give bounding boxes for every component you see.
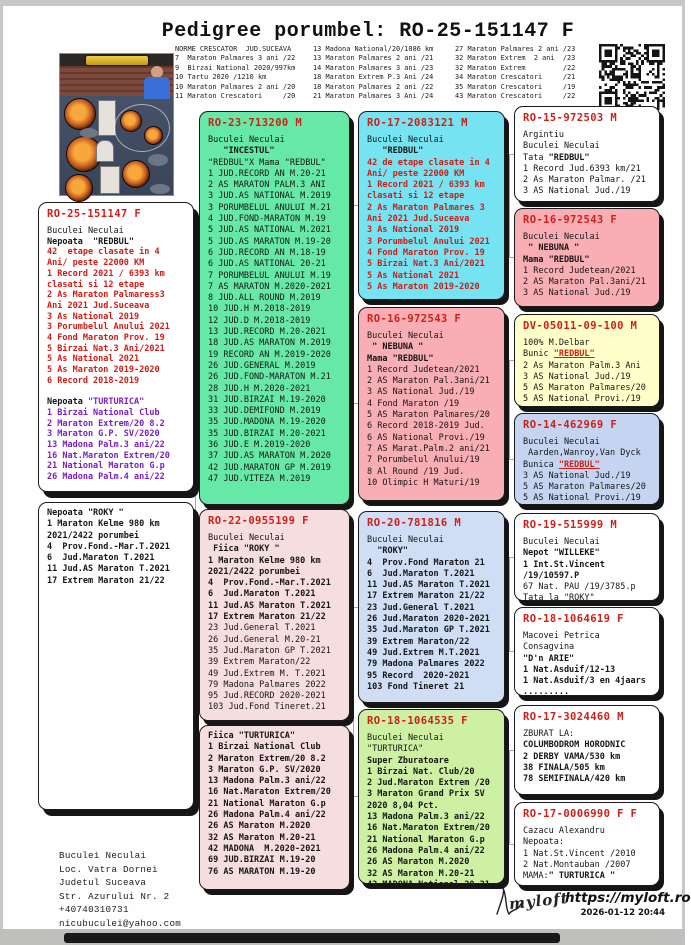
pedigree-line: 26 Jud.Maraton 2020-2021 xyxy=(367,614,490,625)
text-line: 35 Maraton Crescatori /19 xyxy=(455,82,576,91)
page-bottom-bar xyxy=(64,933,560,943)
pedigree-line: 16 Nat.Maraton Extrem/20 xyxy=(367,823,490,834)
pedigree-line: 1 Record Judetean/2021 xyxy=(367,364,480,375)
pedigree-line: Aarden,Wanroy,Van Dyck xyxy=(523,448,641,459)
pedigree-line: 26 AS Maraton M.2020 xyxy=(208,821,311,832)
pedigree-line: Buculei Neculai xyxy=(523,232,600,242)
pedigree-line: 5 Birzai Nat.3 Ani/2021 xyxy=(47,343,165,354)
connector-line xyxy=(509,557,510,652)
pedigree-line: 18 JUD.AS MARATON M.2019 xyxy=(208,338,331,349)
pedigree-line: /19/10597.P xyxy=(523,570,580,581)
pedigree-box-dam-notes xyxy=(199,725,350,890)
text-line: 13 Madona National/20/1086 km xyxy=(313,45,434,53)
pedigree-line: 26 Madona Palm.4 ani/22 xyxy=(47,472,165,483)
pedigree-line: 5 As Maraton 2019-2020 xyxy=(367,281,480,292)
connector-line xyxy=(509,154,510,258)
pedigree-line: 3 AS National Jud./19 xyxy=(523,470,631,481)
pedigree-line: "REDBUL" xyxy=(367,146,424,157)
myloft-url[interactable]: https://myloft.ro xyxy=(565,890,691,906)
pedigree-line: "D'n ARIE" xyxy=(523,653,575,664)
pedigree-line: Bunica "REDBUL" xyxy=(523,459,600,470)
pedigree-line: 35 Jud.Maraton GP T.2021 xyxy=(208,645,331,656)
pedigree-line: 26 Madona Palm.4 ani/22 xyxy=(208,810,326,821)
pedigree-line xyxy=(47,387,188,398)
pedigree-line: Buculei Neculai xyxy=(523,437,600,447)
pedigree-line: 1 Birzai National Club xyxy=(47,407,160,418)
pedigree-line: "ROKY" xyxy=(367,546,408,557)
pedigree-line: 4 Prov.Fond.-Mar.T.2021 xyxy=(47,541,170,552)
pedigree-line: 19 RECORD AN M.2019-2020 xyxy=(208,349,331,360)
pedigree-line: 39 Extrem Maraton/22 xyxy=(367,636,470,647)
pedigree-line: Buculei Neculai xyxy=(47,226,124,236)
myloft-logo: myloft xyxy=(508,888,570,914)
connector-line xyxy=(195,306,196,614)
pedigree-line: 1 Record 2021 / 6393 km xyxy=(367,180,485,191)
ring-number: RO-17-0006990 F F xyxy=(523,808,638,820)
pedigree-line: "TURTURICA" xyxy=(367,744,424,755)
pedigree-box-granddam-paternal xyxy=(358,307,505,501)
pedigree-box-grandsire-maternal xyxy=(358,511,505,703)
pedigree-line: 2020 8,04 Pct. xyxy=(367,800,439,811)
text-line: 18 Maraton Extrem P.3 Ani /24 xyxy=(313,73,434,82)
pedigree-line: MAMA:" TURTURICA " xyxy=(523,871,616,882)
pedigree-line: 3 AS National Jud./19 xyxy=(523,371,631,382)
pedigree-line: 3 PORUMBELUL ANULUI M.21 xyxy=(208,202,331,213)
pedigree-line: 103 Fond Tineret 21 xyxy=(367,681,465,692)
pedigree-line: COLUMBODROM HORODNIC xyxy=(523,740,626,751)
pedigree-line: 6 Jud.Maraton T.2021 xyxy=(208,589,316,600)
text-line: Str. Azurului Nr. 2 xyxy=(59,890,170,902)
pedigree-line: 6 Record 2018-2019 xyxy=(47,375,140,386)
pedigree-line: 1 Nat.Asduif/3 en 4jaars xyxy=(523,676,646,687)
ring-number: RO-20-781816 M xyxy=(367,517,462,529)
pedigree-line: 16 Nat.Maraton Extrem/20 xyxy=(208,787,331,798)
pedigree-line: 26 JUD.GENERAL M.2019 xyxy=(208,360,316,371)
pedigree-line: Ani 2021 Jud.Suceava xyxy=(367,214,470,225)
pedigree-line: 79 Madona Palmares 2022 xyxy=(208,679,326,690)
text-line: nicubuculei@yahoo.com xyxy=(59,917,182,929)
ring-number: RO-23-713200 M xyxy=(208,117,303,129)
pedigree-line: "REDBUL"X Mama "REDBUL" xyxy=(208,157,326,168)
text-line: +40740310731 xyxy=(59,904,129,916)
pedigree-line: 23 Jud.General T.2021 xyxy=(367,602,475,613)
pedigree-box-greatgrand-7 xyxy=(514,705,660,795)
text-line: 32 Maraton Extrem /22 xyxy=(455,63,576,72)
pedigree-line: 3 AS National Jud./19 xyxy=(523,288,631,299)
pedigree-line: 35 JUD.MADONA M.19-2020 xyxy=(208,417,326,428)
pedigree-line: 17 Extrem Maraton 21/22 xyxy=(367,591,485,602)
pedigree-line: 3 Porumbelul Anului 2021 xyxy=(47,322,170,333)
page xyxy=(3,6,691,929)
text-line: 13 Maraton Palmares 2 ani /21 xyxy=(313,54,434,63)
connector-line xyxy=(509,360,510,460)
pedigree-line: 3 As National 2019 xyxy=(47,311,140,322)
ring-number: RO-18-1064535 F xyxy=(367,715,468,727)
pedigree-line: 5 Birzai Nat.3 Ani/2021 xyxy=(367,259,485,270)
pedigree-line: 6 JUD.RECORD AN M.18-19 xyxy=(208,247,326,258)
pedigree-line: ZBURAT LA: xyxy=(523,729,575,739)
pedigree-line: 6 Record 2018-2019 Jud. xyxy=(367,421,485,432)
connector-line xyxy=(505,404,509,405)
pedigree-line: 1 Nat.Asduif/12-13 xyxy=(523,664,616,675)
pedigree-line: 13 JUD.RECORD M.20-2021 xyxy=(208,327,326,338)
pedigree-line: clasati si 12 etape xyxy=(367,191,465,202)
text-line: 32 Maraton Extrem 2 ani /23 xyxy=(455,54,576,63)
pedigree-line: 10 JUD.H M.2018-2019 xyxy=(208,304,311,315)
pedigree-line: Buculei Neculai xyxy=(367,135,444,145)
pedigree-line: 2 AS Maraton Pal.3ani/21 xyxy=(367,376,490,387)
pigeon-eye-photo xyxy=(120,110,142,132)
page-title: Pedigree porumbel: RO-25-151147 F xyxy=(161,20,575,43)
pedigree-line: 16 Nat.Maraton Extrem/20 xyxy=(47,450,170,461)
pedigree-line: 2 Jud.Maraton Extrem /20 xyxy=(367,778,490,789)
text-line: 34 Maraton Crescatori /21 xyxy=(455,73,576,82)
pedigree-line: 2 DERBY VAMA/530 km xyxy=(523,751,621,762)
pedigree-line: 31 JUD.BIRZAI M.19-2020 xyxy=(208,394,326,405)
connector-line xyxy=(505,796,509,797)
pedigree-line: Buculei Neculai xyxy=(208,135,285,145)
pedigree-line: 95 Record 2020-2021 xyxy=(367,670,470,681)
pedigree-line: 8 JUD.ALL ROUND M.2019 xyxy=(208,293,321,304)
pedigree-line: Ani 2021 Jud.Suceava xyxy=(47,300,150,311)
pedigree-line: 2 As Maraton Palmares 3 xyxy=(367,202,485,213)
text-line: 21 Maraton Palmares 3 Ani /24 xyxy=(313,92,434,101)
stats-column-1 xyxy=(175,45,313,101)
ring-number: RO-14-462969 F xyxy=(523,419,618,431)
connector-line xyxy=(350,296,354,297)
pedigree-line: 42 MADONA M.2020-2021 xyxy=(208,843,321,854)
pedigree-line: 79 Madona Palmares 2022 xyxy=(367,659,485,670)
pedigree-line: 5 As National 2021 xyxy=(47,354,140,365)
pedigree-line: Ani/ peste 22000 KM xyxy=(47,258,145,269)
pedigree-line: 1 Record Judetean/2021 xyxy=(523,265,636,276)
pedigree-box-dam xyxy=(199,509,350,721)
pedigree-line: 23 Jud.General T.2021 xyxy=(208,623,316,634)
pedigree-line: 1 Nat.St.Vincent /2010 xyxy=(523,848,636,859)
pedigree-line: 36 JUD.E M.2019-2020 xyxy=(208,440,311,451)
pedigree-line: 13 Madona Palm.3 ani/22 xyxy=(208,776,326,787)
pedigree-line: 10 Olimpic H Maturi/19 xyxy=(367,477,480,488)
text-line: 10 Tartu 2020 /1210 km xyxy=(175,73,267,82)
pedigree-line: Nepoata: xyxy=(523,837,564,848)
text-line: 18 Maraton Palmares 2 ani /22 xyxy=(313,82,434,91)
pigeon-photo xyxy=(148,154,168,166)
pedigree-line: 2 Maraton Extrem/20 8.2 xyxy=(208,753,326,764)
pedigree-line: 5 AS Maraton Palmares/20 xyxy=(367,410,490,421)
pedigree-line: 7 PORUMBELUL ANULUI M.19 xyxy=(208,270,331,281)
pedigree-line: " NEBUNA " xyxy=(367,342,424,353)
connector-line xyxy=(350,614,354,615)
pedigree-line: 7 AS MARATON M.2020-2021 xyxy=(208,281,331,292)
pedigree-box-greatgrand-2 xyxy=(514,208,660,307)
pedigree-box-greatgrand-6 xyxy=(514,607,660,696)
stats-column-2 xyxy=(313,45,455,101)
ring-number: RO-17-2083121 M xyxy=(367,117,468,129)
pedigree-line: Super Zburatoare xyxy=(367,755,449,766)
pedigree-line: 8 Al Round /19 Jud. xyxy=(367,466,465,477)
text-line: 43 Maraton Crescatori /22 xyxy=(455,92,576,101)
breeder-portrait-body xyxy=(144,77,170,99)
myloft-footer xyxy=(495,882,691,932)
pedigree-line: 32 AS Maraton M.20-21 xyxy=(208,832,316,843)
pedigree-line: 1 Record 2021 / 6393 km xyxy=(47,268,165,279)
pedigree-line: 2021/2422 porumbei xyxy=(47,530,140,541)
text-line: Loc. Vatra Dornei xyxy=(59,863,158,875)
pedigree-line: 12 JUD.D M.2018-2019 xyxy=(208,315,311,326)
pedigree-line: 38 FINALA/505 km xyxy=(523,762,605,773)
diploma-photo xyxy=(96,140,114,162)
text-line: 27 Maraton Palmares 2 ani /23 xyxy=(455,45,576,53)
pedigree-line: 5 AS National Provi./19 xyxy=(523,394,641,405)
pedigree-line: 42 etape clasate in 4 xyxy=(47,247,160,258)
generated-timestamp: 2026-01-12 20:44 xyxy=(580,908,665,918)
pedigree-line: 5 As Maraton 2019-2020 xyxy=(47,365,160,376)
pedigree-line: 103 Jud.Fond Tineret.21 xyxy=(208,702,326,713)
pedigree-line: Buculei Neculai xyxy=(367,733,444,743)
pedigree-line: 4 Prov.Fond.-Mar.T.2021 xyxy=(208,578,331,589)
pedigree-line: 3 As National 2019 xyxy=(367,225,460,236)
pedigree-line: clasati si 12 etape xyxy=(47,279,145,290)
pedigree-line: 3 AS National Jud./19 xyxy=(523,186,631,197)
pedigree-line: 32 AS Maraton M.20-21 xyxy=(367,868,475,879)
pedigree-line: Mama "REDBUL" xyxy=(523,254,590,265)
pedigree-line: 42 JUD.MARATON GP M.2019 xyxy=(208,462,331,473)
pedigree-line: 1 JUD.RECORD AN M.20-21 xyxy=(208,168,326,179)
pedigree-line: 76 AS MARATON M.19-20 xyxy=(208,866,316,877)
pedigree-line: 5 AS National Provi./19 xyxy=(523,493,641,504)
pedigree-line: Buculei Neculai xyxy=(367,331,444,341)
text-line: Buculei Neculai xyxy=(59,850,147,861)
pedigree-line: 2 Maraton Extrem/20 8.2 xyxy=(47,418,165,429)
pedigree-line: 7 AS Marat.Palm.2 ani/21 xyxy=(367,443,490,454)
pedigree-line: 5 JUD.AS NATIONAL M.2021 xyxy=(208,225,331,236)
pedigree-line: 3 Maraton G.P. SV/2020 xyxy=(47,429,160,440)
pedigree-box-greatgrand-3 xyxy=(514,314,660,407)
pedigree-line: 6 JUD.AS NATIONAL 20-21 xyxy=(208,259,326,270)
pedigree-line: 1 Birzai Nat. Club/20 xyxy=(367,766,475,777)
pedigree-line: 47 JUD.VITEZA M.2019 xyxy=(208,473,311,484)
pedigree-line: 49 Jud.Extrem M.T.2021 xyxy=(367,647,480,658)
pedigree-line: Buculei Neculai xyxy=(208,533,285,543)
text-line: 7 Maraton Palmares 3 ani /22 xyxy=(175,54,296,63)
pedigree-line: 17 Extrem Maraton 21/22 xyxy=(208,612,326,623)
pedigree-line: 11 Jud.AS Maraton T.2021 xyxy=(208,600,331,611)
pigeon-eye-photo xyxy=(64,98,96,130)
stats-column-3 xyxy=(455,45,595,101)
pedigree-line: 7 Porumbelul Anului/19 xyxy=(367,455,480,466)
pedigree-box-subject-notes xyxy=(38,502,194,810)
pedigree-line: 2 As Maraton Palm.3 Ani xyxy=(523,360,641,371)
pedigree-line: 2 AS MARATON PALM.3 ANI xyxy=(208,180,326,191)
pedigree-line: 33 JUD.DEMIFOND M.2019 xyxy=(208,406,321,417)
pedigree-box-sire xyxy=(199,111,350,505)
pedigree-line: 6 Jud.Maraton T.2021 xyxy=(367,568,475,579)
pedigree-line: 3 Porumbelul Anului 2021 xyxy=(367,236,490,247)
pedigree-line: 5 AS Maraton Palmares/20 xyxy=(523,383,646,394)
pedigree-line: 2 AS Maraton Pal.3ani/21 xyxy=(523,277,646,288)
pedigree-line: 2021/2422 porumbei xyxy=(208,566,301,577)
pedigree-line: 39 Extrem Maraton/22 xyxy=(208,657,311,668)
pedigree-line: 21 National Maraton G.p xyxy=(208,798,326,809)
pedigree-line: Nepoata "REDBUL" xyxy=(47,236,134,247)
text-line: Judetul Suceava xyxy=(59,877,147,889)
pedigree-line: Mama "REDBUL" xyxy=(367,353,434,364)
pedigree-line: 26 Jud.General M.20-21 xyxy=(208,634,321,645)
ring-number: RO-16-972543 F xyxy=(367,313,462,325)
connector-line xyxy=(505,607,509,608)
pedigree-line: Bunic "REDBUL" xyxy=(523,349,595,360)
qr-code xyxy=(599,44,665,110)
text-line: 9 Birzai National 2020/997km xyxy=(175,63,296,72)
pedigree-box-greatgrand-8 xyxy=(514,802,660,886)
pigeon-eye-photo xyxy=(144,126,163,145)
ring-number: RO-25-151147 F xyxy=(47,208,142,220)
pedigree-box-granddam-maternal xyxy=(358,709,505,890)
pedigree-line: 21 National Maraton G.p xyxy=(367,834,485,845)
pedigree-line: 1 Birzai National Club xyxy=(208,742,321,753)
pedigree-line: 100% M.Delbar xyxy=(523,338,590,348)
pedigree-line: Fiica "ROKY " xyxy=(208,544,280,555)
pedigree-line: 1 Record Jud.6393 km/21 xyxy=(523,163,641,174)
connector-line xyxy=(505,205,509,206)
pigeon-photo xyxy=(80,128,98,138)
pedigree-line: 2 Nat.Montauban /2007 xyxy=(523,859,631,870)
pedigree-line: 67 Nat. PAU /19/3785.p xyxy=(523,582,636,593)
pedigree-box-greatgrand-4 xyxy=(514,413,660,505)
pedigree-line: 13 Madona Palm.3 ani/22 xyxy=(367,812,485,823)
pedigree-line: Nepoata "TURTURICA" xyxy=(47,397,145,408)
pedigree-line: 2 As Maraton Palmar. /21 xyxy=(523,175,646,186)
ring-number: RO-15-972503 M xyxy=(523,112,618,124)
text-line: 10 Maraton Palmares 2 ani /20 xyxy=(175,82,296,91)
pedigree-line: 6 AS National Provi./19 xyxy=(367,432,485,443)
pedigree-line: 26 JUD.FOND-MARATON M.21 xyxy=(208,372,331,383)
pedigree-line: 17 Extrem Maraton 21/22 xyxy=(47,575,165,586)
pedigree-line: 1 Maraton Kelme 980 km xyxy=(47,519,160,530)
pedigree-line: 35 Jud.Maraton GP T.2021 xyxy=(367,625,490,636)
pedigree-line: 3 Maraton Grand Prix SV xyxy=(367,789,485,800)
pedigree-box-greatgrand-5 xyxy=(514,513,660,604)
pedigree-line: 4 JUD.FOND-MARATON M.19 xyxy=(208,214,326,225)
pedigree-box-greatgrand-1 xyxy=(514,106,660,202)
pedigree-line: 4 Fond Maraton Prov. 19 xyxy=(367,247,485,258)
pedigree-line: 42 MADONA National 20-21 xyxy=(367,879,490,890)
pedigree-line: 3 JUD.AS NATIONAL M.2019 xyxy=(208,191,331,202)
pedigree-line: 4 Fond Maraton /19 xyxy=(367,398,460,409)
pedigree-line: Argintiu xyxy=(523,130,564,140)
text-line: 14 Maraton Palmares 3 ani /23 xyxy=(313,63,434,72)
pedigree-line: 1 Maraton Kelme 980 km xyxy=(208,555,321,566)
loft-banner-text xyxy=(86,56,148,65)
pedigree-line: 11 Jud.AS Maraton T.2021 xyxy=(47,564,170,575)
pedigree-box-subject xyxy=(38,202,194,492)
pedigree-line: 37 JUD.AS MARATON M.2020 xyxy=(208,451,331,462)
pedigree-line: 1 Int.St.Vincent xyxy=(523,559,605,570)
pedigree-line: Nepot "WILLEKE" xyxy=(523,548,600,559)
pedigree-line: 26 Madona Palm.4 ani/22 xyxy=(367,845,485,856)
pedigree-line: 95 Jud.RECORD 2020-2021 xyxy=(208,691,326,702)
loft-photo xyxy=(59,53,174,196)
pedigree-line: 35 JUD.BIRZAI M.20-2021 xyxy=(208,428,326,439)
pedigree-line: Buculei Neculai xyxy=(523,537,600,547)
pedigree-line: ......... xyxy=(523,687,570,698)
pedigree-line: 69 JUD.BIRZAI M.19-20 xyxy=(208,855,316,866)
pedigree-line: Fiica "TURTURICA" xyxy=(208,731,295,741)
pedigree-line: 2 As Maraton Palmaress3 xyxy=(47,290,165,301)
pedigree-line: 4 Fond Maraton Prov. 19 xyxy=(47,333,165,344)
pedigree-line: 21 National Maraton G.p xyxy=(47,461,165,472)
pedigree-line: " NEBUNA " xyxy=(523,243,580,254)
pedigree-line: 5 JUD.AS MARATON M.19-20 xyxy=(208,236,331,247)
pigeon-eye-photo xyxy=(122,160,150,188)
connector-line xyxy=(353,607,354,797)
pedigree-line: 5 As National 2021 xyxy=(367,270,460,281)
pedigree-line: 13 Madona Palm.3 ani/22 xyxy=(47,440,165,451)
pedigree-line: Buculei Neculai xyxy=(523,141,600,152)
pedigree-line: 4 Prov.Fond Maraton 21 xyxy=(367,557,485,568)
ring-number: DV-05011-09-100 M xyxy=(523,320,638,332)
pedigree-line: 3 Maraton G.P. SV/2020 xyxy=(208,764,321,775)
pedigree-line: Tata "REDBUL" xyxy=(523,152,590,163)
breeder-address xyxy=(59,849,181,931)
pedigree-line: 28 JUD.H M.2020-2021 xyxy=(208,383,311,394)
pedigree-line: Nepoata "ROKY " xyxy=(47,508,124,518)
ring-number: RO-19-515999 M xyxy=(523,519,618,531)
pedigree-line: Buculei Neculai xyxy=(367,535,444,545)
pedigree-line: 3 AS National Jud./19 xyxy=(367,387,475,398)
connector-line xyxy=(353,205,354,404)
pedigree-line: Tata la "ROKY" xyxy=(523,593,595,604)
pedigree-line: 11 Jud.AS Maraton T.2021 xyxy=(367,580,490,591)
pedigree-card-photo xyxy=(100,166,120,194)
pedigree-box-grandsire-paternal xyxy=(358,111,505,300)
pedigree-line: Ani/ peste 22000 KM xyxy=(367,168,465,179)
pedigree-line: 42 de etape clasate in 4 xyxy=(367,157,490,168)
pedigree-line: "INCESTUL" xyxy=(208,146,275,157)
ring-number: RO-16-972543 F xyxy=(523,214,618,226)
pedigree-line: 49 Jud.Extrem M. T.2021 xyxy=(208,668,326,679)
ring-number: RO-17-3024460 M xyxy=(523,711,624,723)
pigeon-eye-photo xyxy=(65,174,93,202)
text-line: 11 Maraton Crescatori /20 xyxy=(175,92,296,101)
pedigree-line: 5 AS Maraton Palmares/20 xyxy=(523,482,646,493)
pigeon-photo xyxy=(150,184,170,194)
pedigree-line: Consagvina xyxy=(523,642,575,653)
pedigree-line: Macovei Petrica xyxy=(523,631,600,641)
pedigree-line: 78 SEMIFINALA/420 km xyxy=(523,774,626,785)
connector-line xyxy=(509,750,510,845)
ring-number: RO-22-0955199 F xyxy=(208,515,309,527)
text-line: NORME CRESCATOR JUD.SUCEAVA xyxy=(175,45,292,53)
pedigree-line: 6 Jud.Maraton T.2021 xyxy=(47,553,155,564)
pedigree-line: Cazacu Alexandru xyxy=(523,826,605,836)
pedigree-line: 26 AS Maraton M.2020 xyxy=(367,857,470,868)
ring-number: RO-18-1064619 F xyxy=(523,613,624,625)
